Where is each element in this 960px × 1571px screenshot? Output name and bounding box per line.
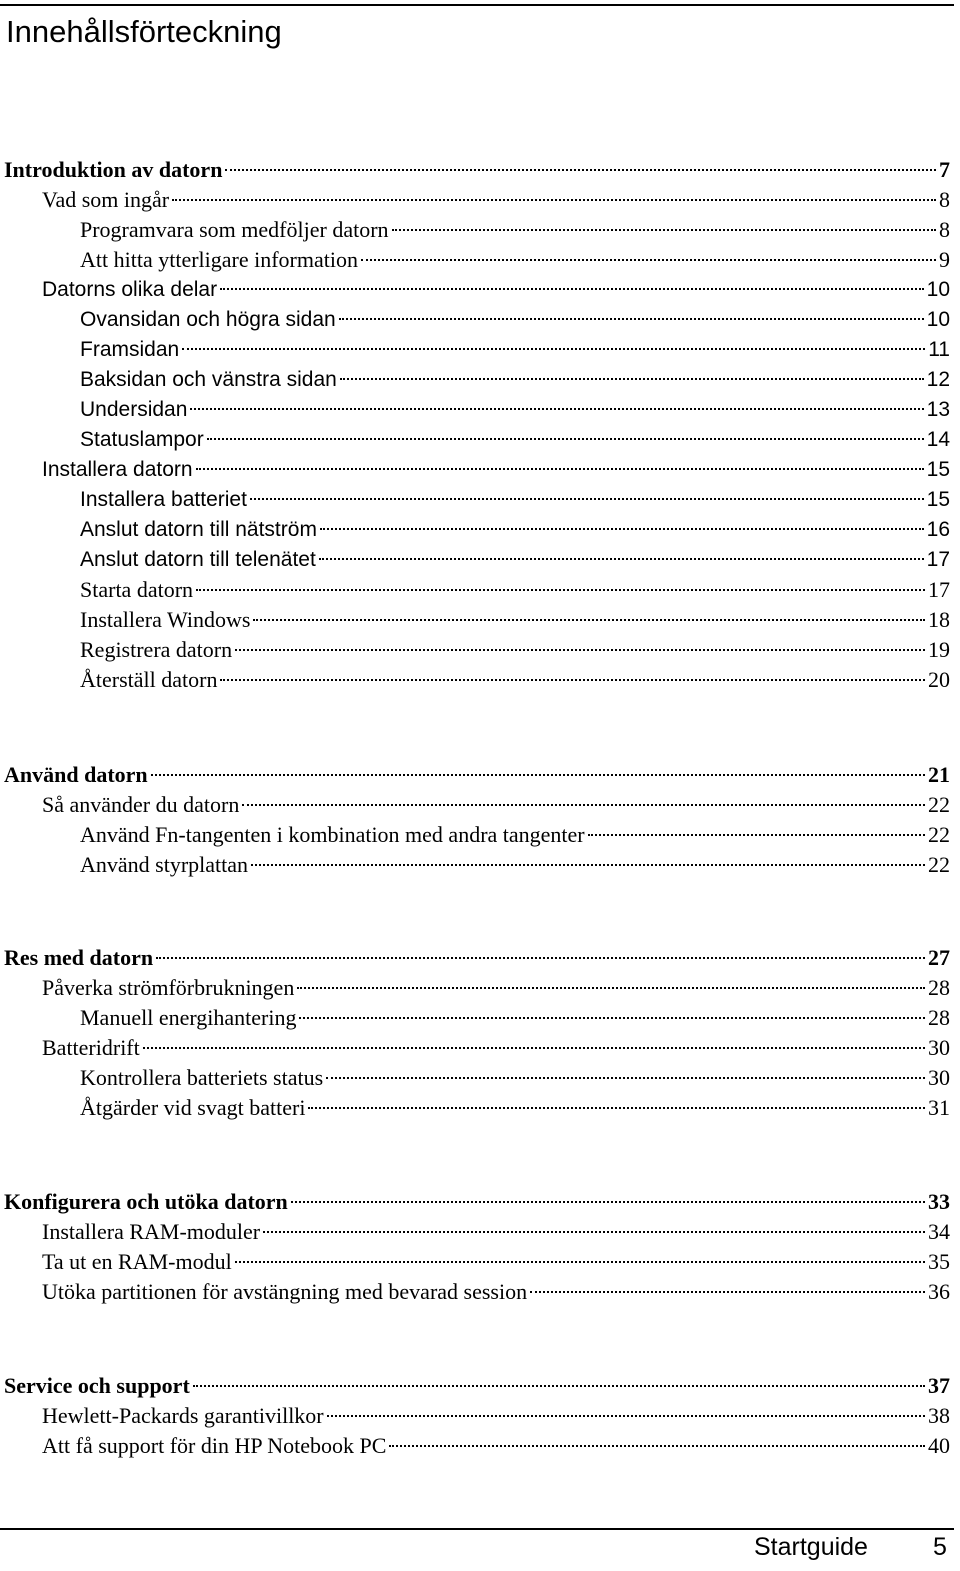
toc-entry-page-number: 17 xyxy=(926,548,950,571)
toc-entry-title: Registrera datorn xyxy=(80,637,233,662)
toc-entry-page-number: 33 xyxy=(928,1189,950,1214)
toc-entry[interactable] xyxy=(80,305,950,335)
top-rule xyxy=(0,4,954,6)
toc-entry-title: Batteridrift xyxy=(42,1035,140,1060)
toc-entry-title: Statuslampor xyxy=(80,428,204,451)
bottom-rule xyxy=(0,1528,954,1530)
dot-leader xyxy=(235,649,925,651)
toc-entry-title: Service och support xyxy=(4,1373,190,1398)
dot-leader xyxy=(327,1415,925,1417)
toc-entry-title: Manuell energihantering xyxy=(80,1005,297,1030)
toc-entry-title: Att få support för din HP Notebook PC xyxy=(42,1433,387,1458)
toc-entry-page-number: 35 xyxy=(928,1249,950,1274)
toc-entry-title: Datorns olika delar xyxy=(42,278,218,301)
dot-leader xyxy=(207,438,924,440)
toc-entry[interactable] xyxy=(42,973,950,1003)
toc-entry[interactable] xyxy=(80,575,950,605)
dot-leader xyxy=(392,229,936,231)
toc-entry[interactable] xyxy=(42,455,950,485)
page-title: Innehållsförteckning xyxy=(6,14,282,49)
toc-entry-title: Åtgärder vid svagt batteri xyxy=(80,1095,306,1120)
dot-leader xyxy=(250,498,924,500)
dot-leader xyxy=(172,199,936,201)
toc-entry-page-number: 40 xyxy=(928,1433,950,1458)
dot-leader xyxy=(235,1261,925,1263)
toc-entry-page-number: 16 xyxy=(926,518,950,541)
toc-entry-title: Ovansidan och högra sidan xyxy=(80,308,336,331)
dot-leader xyxy=(263,1231,925,1233)
toc-entry-page-number: 20 xyxy=(928,667,950,692)
toc-entry-page-number: 19 xyxy=(928,637,950,662)
toc-chapter-entry[interactable] xyxy=(4,1187,950,1217)
toc-entry-page-number: 18 xyxy=(928,607,950,632)
dot-leader xyxy=(196,589,925,591)
toc-entry-title: Använd styrplattan xyxy=(80,852,249,877)
toc-entry-title: Installera RAM-moduler xyxy=(42,1219,261,1244)
toc-entry[interactable] xyxy=(80,1063,950,1093)
toc-entry-page-number: 21 xyxy=(928,762,950,787)
footer-page-number: 5 xyxy=(933,1533,947,1561)
toc-entry-title: Installera datorn xyxy=(42,458,193,481)
dot-leader xyxy=(530,1291,925,1293)
dot-leader xyxy=(291,1201,925,1203)
toc-entry-page-number: 15 xyxy=(926,458,950,481)
dot-leader xyxy=(220,288,924,290)
dot-leader xyxy=(242,804,925,806)
toc-chapter-entry[interactable] xyxy=(4,1371,950,1401)
toc-entry-title: Utöka partitionen för avstängning med bevarad session xyxy=(42,1279,528,1304)
toc-entry-page-number: 22 xyxy=(928,852,950,877)
dot-leader xyxy=(190,408,923,410)
dot-leader xyxy=(340,378,924,380)
toc-entry-title: Baksidan och vänstra sidan xyxy=(80,368,337,391)
toc-entry-title: Res med datorn xyxy=(4,945,154,970)
toc-entry-title: Framsidan xyxy=(80,338,180,361)
dot-leader xyxy=(193,1385,925,1387)
toc-entry[interactable] xyxy=(80,485,950,515)
dot-leader xyxy=(389,1445,925,1447)
dot-leader xyxy=(297,987,925,989)
toc-entry-title: Introduktion av datorn xyxy=(4,157,223,182)
footer-label: Startguide xyxy=(754,1533,868,1561)
toc-entry-page-number: 28 xyxy=(928,975,950,1000)
toc-entry-title: Konfigurera och utöka datorn xyxy=(4,1189,288,1214)
toc-entry[interactable] xyxy=(42,1431,950,1461)
toc-entry[interactable] xyxy=(42,1033,950,1063)
dot-leader xyxy=(251,864,925,866)
dot-leader xyxy=(253,619,925,621)
toc-entry-page-number: 8 xyxy=(939,187,950,212)
toc-entry-page-number: 22 xyxy=(928,792,950,817)
toc-entry-page-number: 38 xyxy=(928,1403,950,1428)
toc-entry-page-number: 31 xyxy=(928,1095,950,1120)
toc-entry-title: Vad som ingår xyxy=(42,187,170,212)
dot-leader xyxy=(588,834,925,836)
toc-entry[interactable] xyxy=(42,790,950,820)
toc-entry-title: Starta datorn xyxy=(80,577,194,602)
toc-entry-page-number: 34 xyxy=(928,1219,950,1244)
toc-entry-page-number: 12 xyxy=(926,368,950,391)
dot-leader xyxy=(143,1047,925,1049)
dot-leader xyxy=(299,1017,925,1019)
toc-entry-page-number: 15 xyxy=(926,488,950,511)
toc-entry-title: Ta ut en RAM-modul xyxy=(42,1249,232,1274)
toc-chapter-entry[interactable] xyxy=(4,155,950,185)
toc-entry-page-number: 11 xyxy=(928,338,950,361)
toc-entry-title: Att hitta ytterligare information xyxy=(80,247,358,272)
toc-entry[interactable] xyxy=(80,335,950,365)
dot-leader xyxy=(225,169,936,171)
dot-leader xyxy=(308,1107,925,1109)
toc-entry-title: Kontrollera batteriets status xyxy=(80,1065,324,1090)
toc-entry[interactable] xyxy=(80,245,950,275)
toc-entry-title: Programvara som medföljer datorn xyxy=(80,217,389,242)
dot-leader xyxy=(319,558,924,560)
toc-entry[interactable] xyxy=(80,1093,950,1123)
dot-leader xyxy=(151,774,925,776)
toc-entry-page-number: 37 xyxy=(928,1373,950,1398)
toc-entry-title: Anslut datorn till telenätet xyxy=(80,548,316,571)
toc-entry[interactable] xyxy=(42,1277,950,1307)
toc-entry-title: Hewlett-Packards garantivillkor xyxy=(42,1403,324,1428)
toc-entry[interactable] xyxy=(80,545,950,575)
toc-entry[interactable] xyxy=(80,820,950,850)
toc-entry-title: Använd datorn xyxy=(4,762,148,787)
toc-entry-page-number: 28 xyxy=(928,1005,950,1030)
toc-entry[interactable] xyxy=(80,635,950,665)
toc-entry-page-number: 22 xyxy=(928,822,950,847)
toc-entry-page-number: 13 xyxy=(926,398,950,421)
toc-entry-page-number: 30 xyxy=(928,1065,950,1090)
toc-entry[interactable] xyxy=(80,215,950,245)
toc-entry-page-number: 9 xyxy=(939,247,950,272)
toc-entry[interactable] xyxy=(80,605,950,635)
toc-entry-title: Återställ datorn xyxy=(80,667,218,692)
toc-entry-title: Så använder du datorn xyxy=(42,792,240,817)
dot-leader xyxy=(361,259,936,261)
toc-entry-page-number: 10 xyxy=(926,278,950,301)
toc-entry[interactable] xyxy=(80,850,950,880)
toc-entry-title: Installera batteriet xyxy=(80,488,247,511)
toc-entry[interactable] xyxy=(42,275,950,305)
toc-entry-page-number: 10 xyxy=(926,308,950,331)
toc-entry-title: Anslut datorn till nätström xyxy=(80,518,317,541)
toc-entry[interactable] xyxy=(80,365,950,395)
toc-entry-title: Installera Windows xyxy=(80,607,251,632)
dot-leader xyxy=(326,1077,925,1079)
toc-entry[interactable] xyxy=(42,1247,950,1277)
toc-chapter-entry[interactable] xyxy=(4,760,950,790)
toc-entry[interactable] xyxy=(80,1003,950,1033)
toc-entry-title: Påverka strömförbrukningen xyxy=(42,975,295,1000)
toc-entry[interactable] xyxy=(42,185,950,215)
dot-leader xyxy=(320,528,924,530)
toc-entry-page-number: 30 xyxy=(928,1035,950,1060)
dot-leader xyxy=(182,348,925,350)
toc-entry-title: Undersidan xyxy=(80,398,188,421)
toc-chapter-entry[interactable] xyxy=(4,943,950,973)
dot-leader xyxy=(220,679,925,681)
toc-entry-title: Använd Fn-tangenten i kombination med andra tangenter xyxy=(80,822,585,847)
toc-entry-page-number: 14 xyxy=(926,428,950,451)
dot-leader xyxy=(339,318,924,320)
toc-entry-page-number: 7 xyxy=(939,157,950,182)
toc-entry-page-number: 36 xyxy=(928,1279,950,1304)
toc-entry-page-number: 17 xyxy=(928,577,950,602)
dot-leader xyxy=(196,468,924,470)
toc-entry-page-number: 8 xyxy=(939,217,950,242)
toc-entry[interactable] xyxy=(80,395,950,425)
toc-entry[interactable] xyxy=(80,515,950,545)
toc-entry[interactable] xyxy=(80,425,950,455)
toc-entry-page-number: 27 xyxy=(928,945,950,970)
toc-entry[interactable] xyxy=(42,1217,950,1247)
toc-entry[interactable] xyxy=(80,665,950,695)
dot-leader xyxy=(156,957,925,959)
toc-entry[interactable] xyxy=(42,1401,950,1431)
